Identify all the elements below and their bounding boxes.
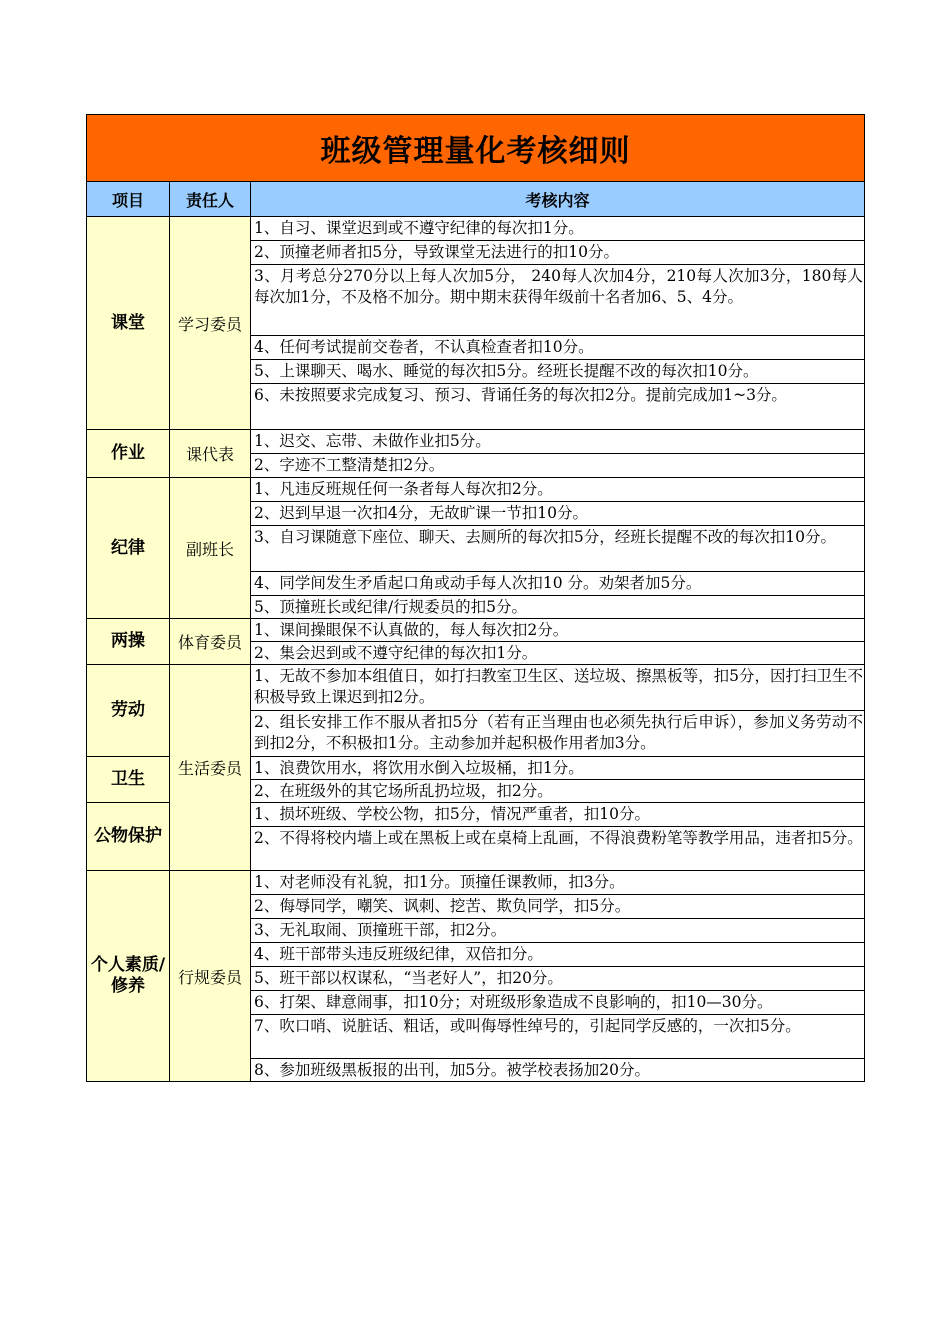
rule-item: 2、集会迟到或不遵守纪律的每次扣1分。 — [251, 642, 865, 665]
rule-item: 3、月考总分270分以上每人次加5分， 240每人次加4分，210每人次加3分，180每人每次加1分，不及格不加分。期中期末获得年级前十名者加6、5、4分。 — [251, 265, 865, 336]
assessment-table — [86, 114, 865, 1082]
category-property: 公物保护 — [87, 803, 170, 871]
rule-item: 1、对老师没有礼貌，扣1分。顶撞任课教师，扣3分。 — [251, 871, 865, 895]
rule-item: 1、课间操眼保不认真做的，每人每次扣2分。 — [251, 619, 865, 642]
rule-item: 5、上课聊天、喝水、睡觉的每次扣5分。经班长提醒不改的每次扣10分。 — [251, 360, 865, 384]
rule-item: 6、未按照要求完成复习、预习、背诵任务的每次扣2分。提前完成加1~3分。 — [251, 384, 865, 430]
rule-item: 3、自习课随意下座位、聊天、去厕所的每次扣5分，经班长提醒不改的每次扣10分。 — [251, 526, 865, 572]
page-title: 班级管理量化考核细则 — [87, 115, 865, 182]
rule-item: 2、不得将校内墙上或在黑板上或在桌椅上乱画，不得浪费粉笔等教学用品，违者扣5分。 — [251, 827, 865, 871]
header-project: 项目 — [87, 182, 170, 217]
responsible-homework: 课代表 — [170, 430, 251, 478]
rule-item: 4、同学间发生矛盾起口角或动手每人次扣10 分。劝架者加5分。 — [251, 572, 865, 596]
table-row — [87, 478, 865, 502]
rule-item: 1、无故不参加本组值日，如打扫教室卫生区、送垃圾、擦黑板等，扣5分，因打扫卫生不积极导致上课迟到扣2分。 — [251, 665, 865, 711]
rule-item: 2、组长安排工作不服从者扣5分（若有正当理由也必须先执行后申诉），参加义务劳动不到扣2分，不积极扣1分。主动参加并起积极作用者加3分。 — [251, 711, 865, 757]
rule-item: 7、吹口哨、说脏话、粗话，或叫侮辱性绰号的，引起同学反感的，一次扣5分。 — [251, 1015, 865, 1059]
rule-item: 4、班干部带头违反班级纪律，双倍扣分。 — [251, 943, 865, 967]
responsible-life: 生活委员 — [170, 665, 251, 871]
category-conduct: 个人素质/修养 — [87, 871, 170, 1082]
table-row — [87, 665, 865, 711]
rule-item: 1、迟交、忘带、未做作业扣5分。 — [251, 430, 865, 454]
rule-item: 2、侮辱同学，嘲笑、讽刺、挖苦、欺负同学，扣5分。 — [251, 895, 865, 919]
table-row — [87, 430, 865, 454]
rule-item: 2、迟到早退一次扣4分，无故旷课一节扣10分。 — [251, 502, 865, 526]
rule-item: 1、浪费饮用水，将饮用水倒入垃圾桶，扣1分。 — [251, 757, 865, 780]
rule-item: 1、自习、课堂迟到或不遵守纪律的每次扣1分。 — [251, 217, 865, 241]
rule-item: 5、班干部以权谋私，“当老好人”，扣20分。 — [251, 967, 865, 991]
rule-item: 1、损坏班级、学校公物，扣5分，情况严重者，扣10分。 — [251, 803, 865, 827]
table-row — [87, 871, 865, 895]
rule-item: 6、打架、肆意闹事，扣10分；对班级形象造成不良影响的，扣10—30分。 — [251, 991, 865, 1015]
header-content: 考核内容 — [251, 182, 865, 217]
responsible-classroom: 学习委员 — [170, 217, 251, 430]
category-discipline: 纪律 — [87, 478, 170, 619]
category-homework: 作业 — [87, 430, 170, 478]
rule-item: 8、参加班级黑板报的出刊，加5分。被学校表扬加20分。 — [251, 1059, 865, 1082]
responsible-exercises: 体育委员 — [170, 619, 251, 665]
rule-item: 2、顶撞老师者扣5分，导致课堂无法进行的扣10分。 — [251, 241, 865, 265]
rule-item: 4、任何考试提前交卷者，不认真检查者扣10分。 — [251, 336, 865, 360]
header-responsible: 责任人 — [170, 182, 251, 217]
category-exercises: 两操 — [87, 619, 170, 665]
responsible-conduct: 行规委员 — [170, 871, 251, 1082]
category-hygiene: 卫生 — [87, 757, 170, 803]
category-classroom: 课堂 — [87, 217, 170, 430]
rule-item: 1、凡违反班规任何一条者每人每次扣2分。 — [251, 478, 865, 502]
rule-item: 2、字迹不工整清楚扣2分。 — [251, 454, 865, 478]
rule-item: 3、无礼取闹、顶撞班干部，扣2分。 — [251, 919, 865, 943]
rule-item: 5、顶撞班长或纪律/行规委员的扣5分。 — [251, 596, 865, 619]
table-row — [87, 217, 865, 241]
rule-item: 2、在班级外的其它场所乱扔垃圾，扣2分。 — [251, 780, 865, 803]
responsible-discipline: 副班长 — [170, 478, 251, 619]
category-labor: 劳动 — [87, 665, 170, 757]
table-row — [87, 619, 865, 642]
